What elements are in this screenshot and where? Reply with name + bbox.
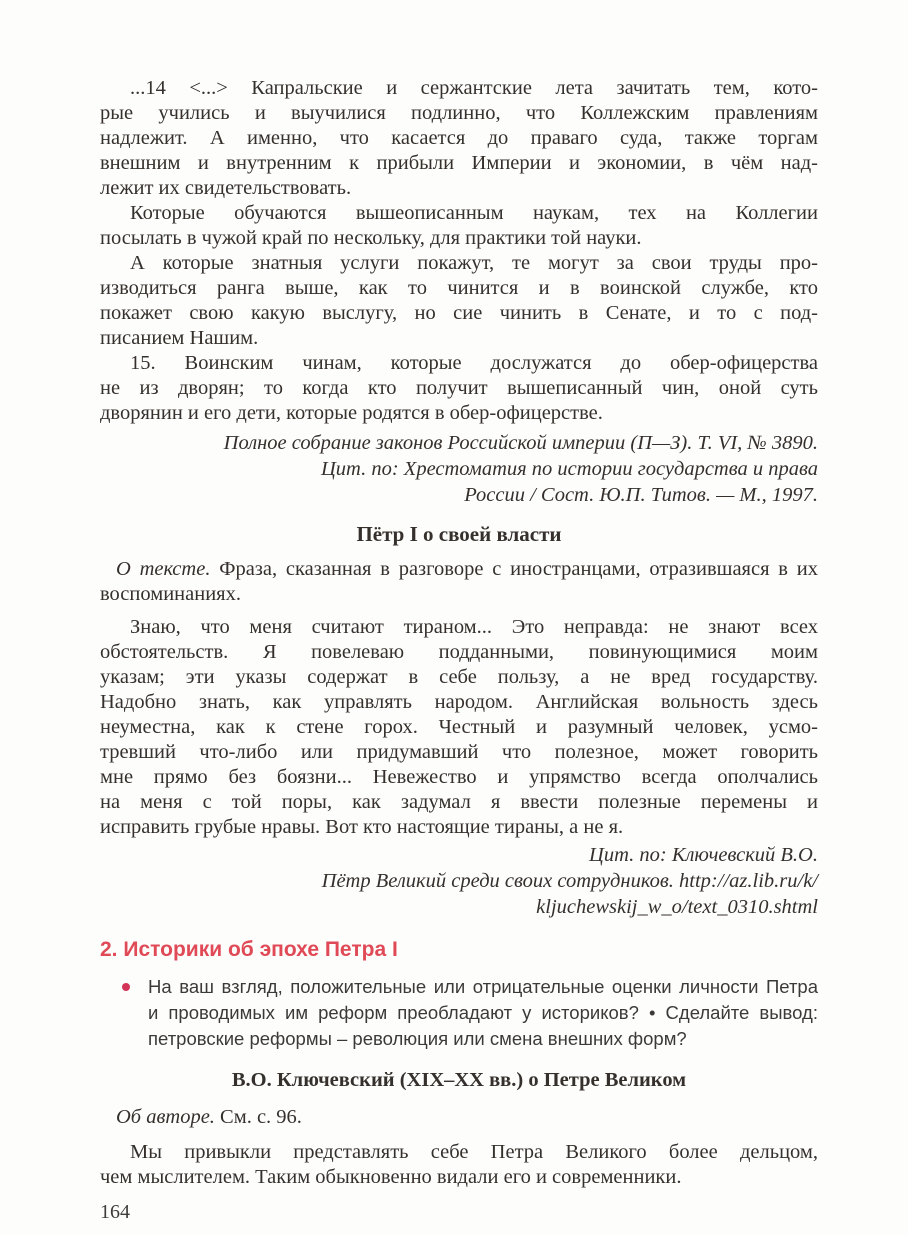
klyuchevsky-paragraph: [100, 1140, 818, 1190]
question-text: [148, 974, 818, 1052]
text-line: и проводимых им реформ преобладают у историков? • Сделайте вывод:: [148, 1002, 818, 1023]
text-line: внешним и внутренним к прибыли Империи и экономии, в чём над-: [100, 152, 818, 174]
text-line: надлежит. А именно, что касается до праваго суда, также торгам: [100, 127, 818, 149]
about-author-body: См. с. 96.: [214, 1106, 302, 1128]
text-line: На ваш взгляд, положительные или отрицательные оценки личности Петра: [148, 976, 818, 997]
text-line: на меня с той поры, как задумал я ввести полезные перемены и: [100, 791, 818, 813]
text-line: дворянин и его дети, которые родятся в обер-офицерстве.: [100, 402, 603, 424]
text-line: Цит. по: Хрестоматия по истории государства и права: [320, 458, 818, 480]
bullet-icon: [122, 983, 130, 991]
text-line: писанием Нашим.: [100, 327, 259, 349]
text-line: тревший что-либо или придумавший что полезное, может говорить: [100, 741, 818, 763]
decree-paragraph: [100, 76, 818, 201]
text-line: неуместна, как к стене горох. Честный и разумный человек, усмо-: [100, 716, 818, 738]
about-text-body: Фраза, сказанная в разговоре с иностранцами, отразившаяся в их воспоминаниях.: [100, 558, 818, 605]
text-line: Полное собрание законов Российской империи (П—З). Т. VI, № 3890.: [223, 432, 818, 454]
page-number: 164: [100, 1201, 130, 1223]
text-line: указам; эти указы содержат в себе пользу, а не вред государству.: [100, 666, 818, 688]
text-line: чем мыслителем. Таким обыкновенно видали его и современники.: [100, 1166, 682, 1188]
text-line: Знаю, что меня считают тираном... Это неправда: не знают всех: [130, 616, 818, 638]
about-author-label: Об авторе.: [116, 1106, 215, 1128]
about-text-label: О тексте.: [116, 558, 211, 580]
subsection-title-petr-power: Пётр I о своей власти: [356, 522, 562, 546]
decree-paragraph: [100, 251, 818, 351]
text-line: Которые обучаются вышеописанным наукам, тех на Коллегии: [130, 202, 818, 224]
text-line: покажет свою какую выслугу, но сие чинить в Сенате, и то с под-: [100, 302, 818, 324]
decree-paragraph: [100, 201, 818, 251]
text-line: 15. Воинским чинам, которые дослужатся до обер-офицерства: [130, 352, 818, 374]
text-line: мне прямо без боязни... Невежество и упрямство всегда ополчались: [100, 766, 818, 788]
text-line: рые учились и выучилися подлинно, что Коллежским правлениям: [100, 102, 818, 124]
about-text-note: [100, 557, 818, 607]
text-line: Пётр Великий среди своих сотрудников. http://az.lib.ru/k/: [321, 870, 818, 892]
source-citation: [100, 430, 818, 508]
text-line: ...14 <...> Капральские и сержантские лета зачитать тем, кото-: [130, 77, 818, 99]
text-line: Надобно знать, как управлять народом. Английская вольность здесь: [100, 691, 818, 713]
text-line: не из дворян; то когда кто получит вышеписанный чин, оной суть: [100, 377, 818, 399]
subsection-title-klyuchevsky: В.О. Ключевский (XIX–XX вв.) о Петре Великом: [231, 1069, 687, 1091]
text-line: лежит их свидетельствовать.: [100, 177, 352, 199]
text-line: посылать в чужой край по нескольку, для практики той науки.: [100, 227, 642, 249]
petr-quote-paragraph: [100, 615, 818, 840]
text-line: Мы привыкли представлять себе Петра Великого более дельцом,: [130, 1141, 818, 1163]
text-line: России / Сост. Ю.П. Титов. — М., 1997.: [464, 484, 818, 506]
source-citation: [100, 842, 818, 920]
text-line: А которые знатныя услуги покажут, те могут за свои труды про-: [130, 252, 818, 274]
question-block: [100, 974, 818, 1052]
section-heading-historians: 2. Историки об эпохе Петра I: [100, 938, 398, 961]
text-line: Цит. по: Ключевский В.О.: [589, 844, 818, 866]
text-line: kljuchewskij_w_o/text_0310.shtml: [536, 896, 818, 918]
about-author-note: [100, 1105, 818, 1130]
text-line: обстоятельств. Я повелеваю подданными, повинующимися моим: [100, 641, 818, 663]
text-line: исправить грубые нравы. Вот кто настоящие тираны, а не я.: [100, 816, 624, 838]
text-line: петровские реформы – революция или смена внешних форм?: [148, 1028, 687, 1049]
text-line: изводиться ранга выше, как то чинится и в воинской службе, кто: [100, 277, 818, 299]
decree-paragraph: [100, 351, 818, 426]
